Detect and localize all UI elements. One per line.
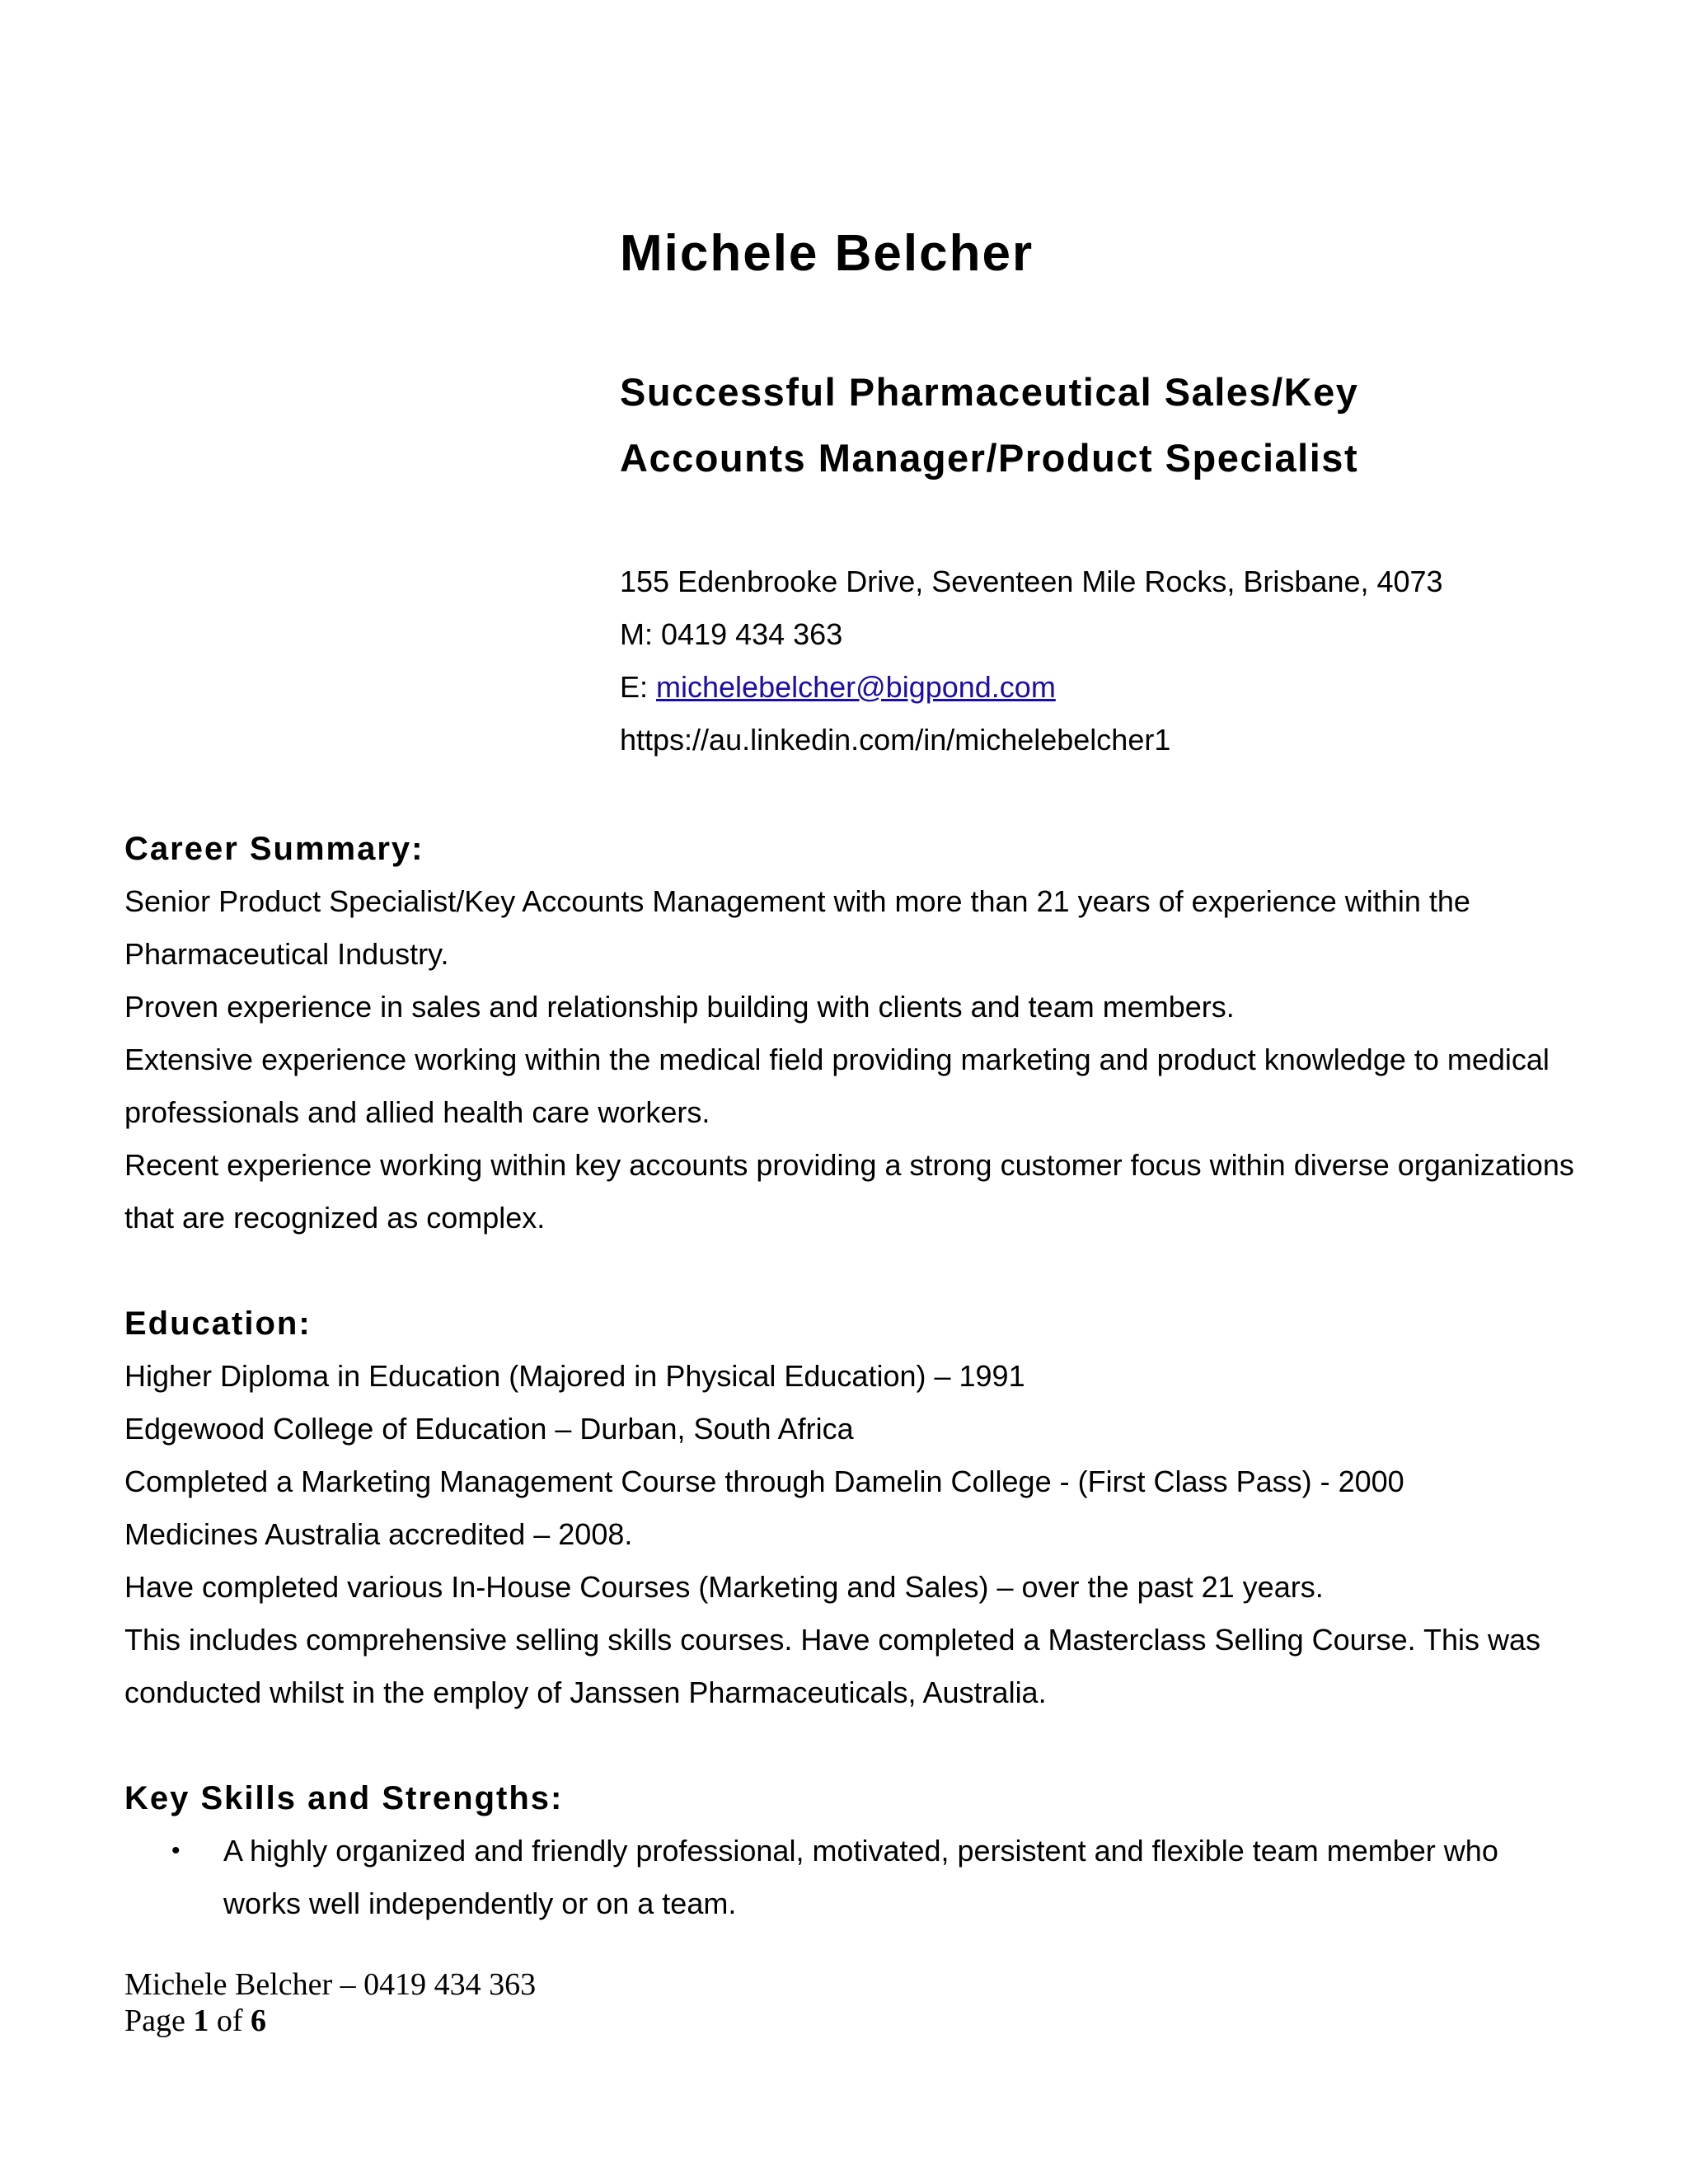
bullet-icon: •: [171, 1837, 181, 1864]
career-summary-section: [124, 823, 1575, 1244]
email-prefix: E:: [620, 670, 657, 704]
email-row: [620, 661, 1609, 714]
professional-title: [620, 359, 1609, 491]
mobile-row: [620, 608, 1609, 661]
career-summary-paragraph: Proven experience in sales and relationship building with clients and team members.: [124, 990, 1235, 1024]
key-skills-heading: Key Skills and Strengths:: [124, 1780, 564, 1816]
email-link[interactable]: michelebelcher@bigpond.com: [656, 670, 1056, 704]
career-summary-paragraph: Extensive experience working within the medical field providing marketing and product knowledge to medical professionals and allied health care workers.: [124, 1043, 1550, 1129]
page-number: 1: [193, 2004, 209, 2038]
education-line: Have completed various In-House Courses (Marketing and Sales) – over the past 21 years.: [124, 1570, 1324, 1604]
education-heading: Education:: [124, 1305, 312, 1342]
footer-contact: Michele Belcher – 0419 434 363: [124, 1967, 537, 2002]
page-indicator: [124, 2003, 536, 2039]
title-line-2: Accounts Manager/Product Specialist: [620, 436, 1359, 480]
page-total: 6: [251, 2004, 267, 2038]
education-line: Completed a Marketing Management Course through Damelin College - (First Class Pass) - 2000: [124, 1465, 1404, 1498]
career-summary-paragraph: Recent experience working within key accounts providing a strong customer focus within diverse organizations that are recognized as complex.: [124, 1148, 1574, 1235]
resume-header: [620, 221, 1609, 766]
career-summary-paragraph: Senior Product Specialist/Key Accounts Management with more than 21 years of experience within the Pharmaceutical Industry.: [124, 884, 1470, 971]
of-label: of: [216, 2004, 243, 2038]
title-line-1: Successful Pharmaceutical Sales/Key: [620, 370, 1359, 414]
key-skills-section: [124, 1772, 1575, 1930]
career-summary-heading: Career Summary:: [124, 831, 424, 867]
education-line: Medicines Australia accredited – 2008.: [124, 1517, 633, 1551]
mobile-prefix: M:: [620, 617, 661, 651]
education-line: Higher Diploma in Education (Majored in Physical Education) – 1991: [124, 1359, 1025, 1393]
resume-body: [124, 823, 1575, 1983]
key-skill-text: A highly organized and friendly professional, motivated, persistent and flexible team member who works well independently or on a team.: [223, 1834, 1498, 1920]
address: 155 Edenbrooke Drive, Seventeen Mile Rocks, Brisbane, 4073: [620, 565, 1443, 598]
candidate-name: Michele Belcher: [620, 225, 1034, 282]
education-section: [124, 1297, 1575, 1719]
page-footer: [124, 1966, 536, 2039]
contact-details: [620, 555, 1609, 766]
education-line: Edgewood College of Education – Durban, South Africa: [124, 1412, 854, 1446]
mobile-number: 0419 434 363: [661, 617, 843, 651]
linkedin-url: https://au.linkedin.com/in/michelebelcher1: [620, 723, 1171, 757]
key-skill-item: [124, 1825, 1575, 1930]
key-skills-list: [124, 1825, 1575, 1930]
education-line: This includes comprehensive selling skills courses. Have completed a Masterclass Selling Course. This was conducted whilst in the employ of Janssen Pharmaceuticals, Australia.: [124, 1623, 1541, 1709]
page-label: Page: [124, 2004, 185, 2038]
